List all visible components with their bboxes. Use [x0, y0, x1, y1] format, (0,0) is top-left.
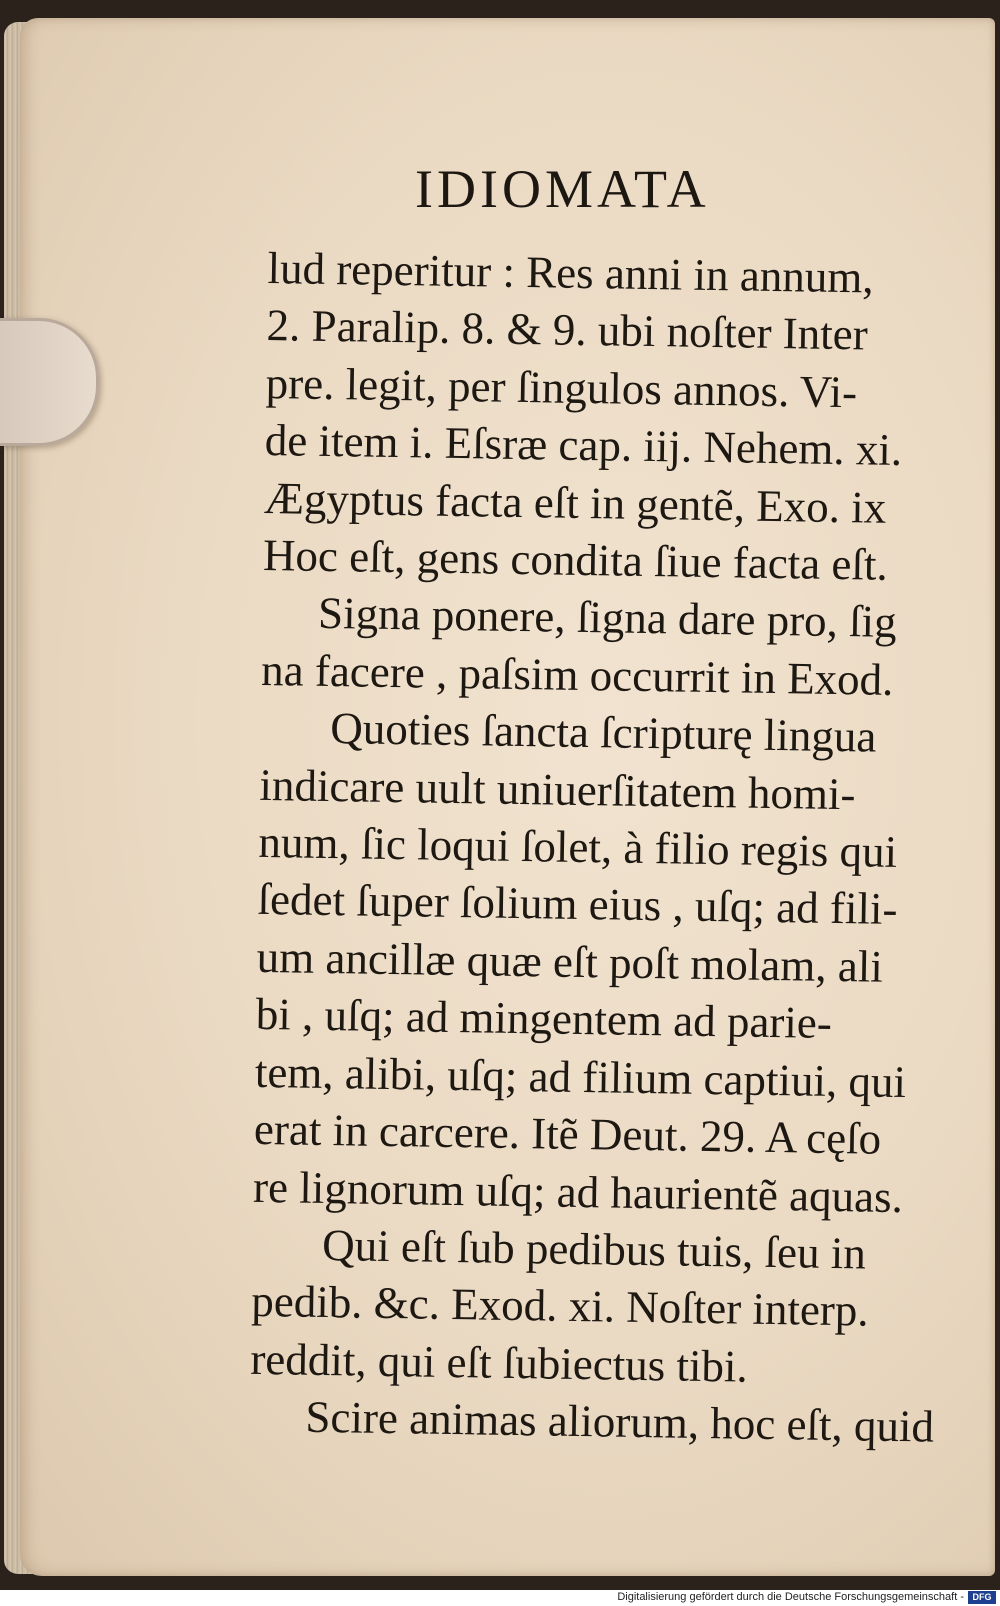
text-line: Ægyptus facta eſt in gentẽ, Exo. ix [263, 472, 887, 533]
running-head: IDIOMATA [415, 159, 710, 219]
text-line: pedib. &c. Exod. xi. Noſter interp. [250, 1276, 870, 1336]
text-line: Scire animas aliorum, hoc eſt, quid [305, 1391, 935, 1452]
text-line: na facere , paſsim occurrit in Exod. [260, 644, 894, 705]
text-line: ſedet ſuper ſolium eius , uſq; ad fili- [257, 874, 898, 935]
text-line: pre. legit, per ſingulos annos. Vi- [265, 357, 858, 418]
text-line: Qui eſt ſub pedibus tuis, ſeu in [321, 1219, 867, 1279]
body-text [249, 240, 958, 1456]
text-line: Hoc eſt, gens condita ſiue facta eſt. [262, 529, 889, 590]
text-line: 2. Paralip. 8. & 9. ubi noſter Inter [266, 300, 869, 360]
footer-bar [0, 1590, 1000, 1606]
text-line: um ancillæ quæ eſt poſt molam, ali [256, 931, 884, 992]
text-line: lud reperitur : Res anni in annum, [267, 242, 875, 303]
digitization-credit: Digitalisierung gefördert durch die Deutsche Forschungsgemeinschaft - [617, 1591, 964, 1603]
text-line: num, ſic loqui ſolet, à filio regis qui [258, 816, 898, 878]
text-line: re lignorum uſq; ad haurientẽ aquas. [252, 1161, 904, 1222]
text-line: Signa ponere, ſigna dare pro, ſig [317, 588, 898, 648]
text-line: Quoties ſancta ſcripturę lingua [329, 703, 877, 762]
dfg-logo: DFG [968, 1591, 996, 1604]
book-page [20, 18, 995, 1576]
text-line: erat in carcere. Itẽ Deut. 29. A cęſo [253, 1103, 882, 1164]
text-line: tem, alibi, uſq; ad filium captiui, qui [254, 1046, 907, 1107]
text-line: reddit, qui eſt ſubiectus tibi. [250, 1333, 749, 1392]
text-line: de item i. Eſsræ cap. iij. Nehem. xi. [264, 415, 903, 476]
text-line: indicare uult uniuerſitatem homi- [259, 759, 856, 819]
text-line: bi , uſq; ad mingentem ad parie- [255, 989, 833, 1049]
